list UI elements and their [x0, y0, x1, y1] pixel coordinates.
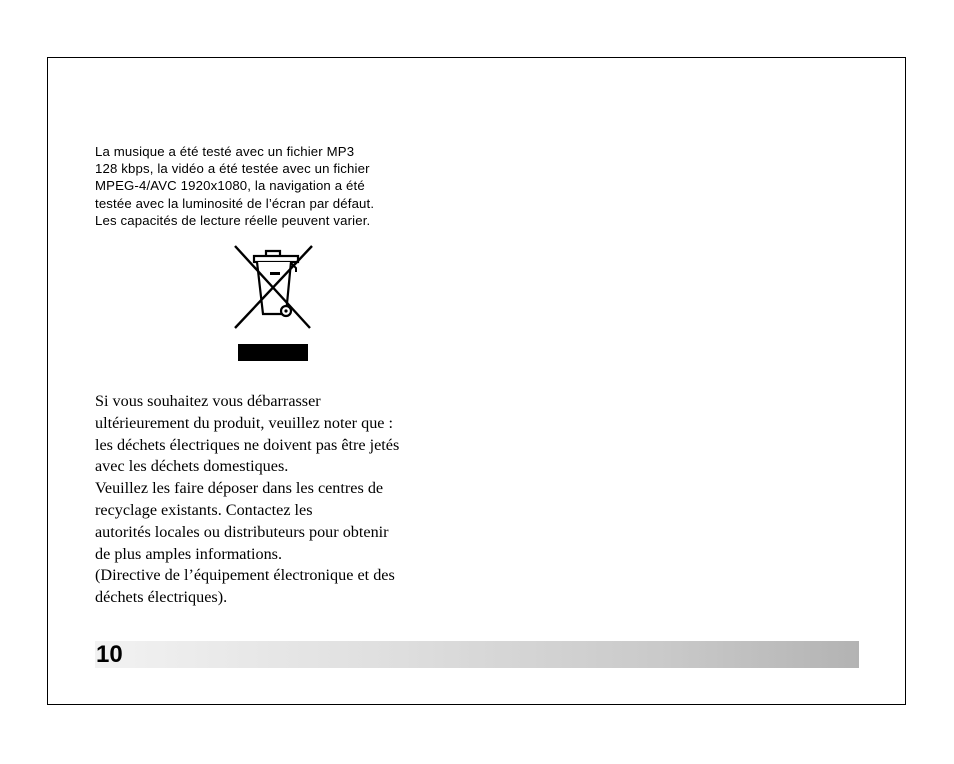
notice-line: MPEG-4/AVC 1920x1080, la navigation a été — [95, 178, 365, 194]
disposal-line: avec les déchets domestiques. — [95, 457, 289, 476]
page-number: 10 — [96, 641, 123, 668]
disposal-line: déchets électriques). — [95, 588, 228, 607]
crossed-out-wheeled-bin-icon — [230, 242, 316, 364]
disposal-line: de plus amples informations. — [95, 544, 283, 563]
disposal-line: autorités locales ou distributeurs pour obtenir — [95, 522, 389, 541]
disposal-line: Veuillez les faire déposer dans les centres de — [95, 479, 384, 498]
disposal-line: Si vous souhaitez vous débarrasser — [95, 392, 321, 410]
disposal-instructions — [95, 391, 475, 609]
notice-line: testée avec la luminosité de l’écran par défaut. — [95, 195, 375, 211]
playback-test-notice — [95, 143, 465, 229]
notice-line: 128 kbps, la vidéo a été testée avec un fichier — [95, 161, 370, 177]
disposal-line: (Directive de l’équipement électronique et des — [95, 566, 395, 585]
disposal-line: recyclage existants. Contactez les — [95, 500, 313, 519]
page-number-bar — [95, 641, 859, 668]
disposal-line: les déchets électriques ne doivent pas être jetés — [95, 435, 400, 454]
notice-line: Les capacités de lecture réelle peuvent varier. — [95, 212, 371, 228]
notice-line: La musique a été testé avec un fichier MP3 — [95, 144, 355, 159]
disposal-line: ultérieurement du produit, veuillez noter que : — [95, 413, 394, 432]
